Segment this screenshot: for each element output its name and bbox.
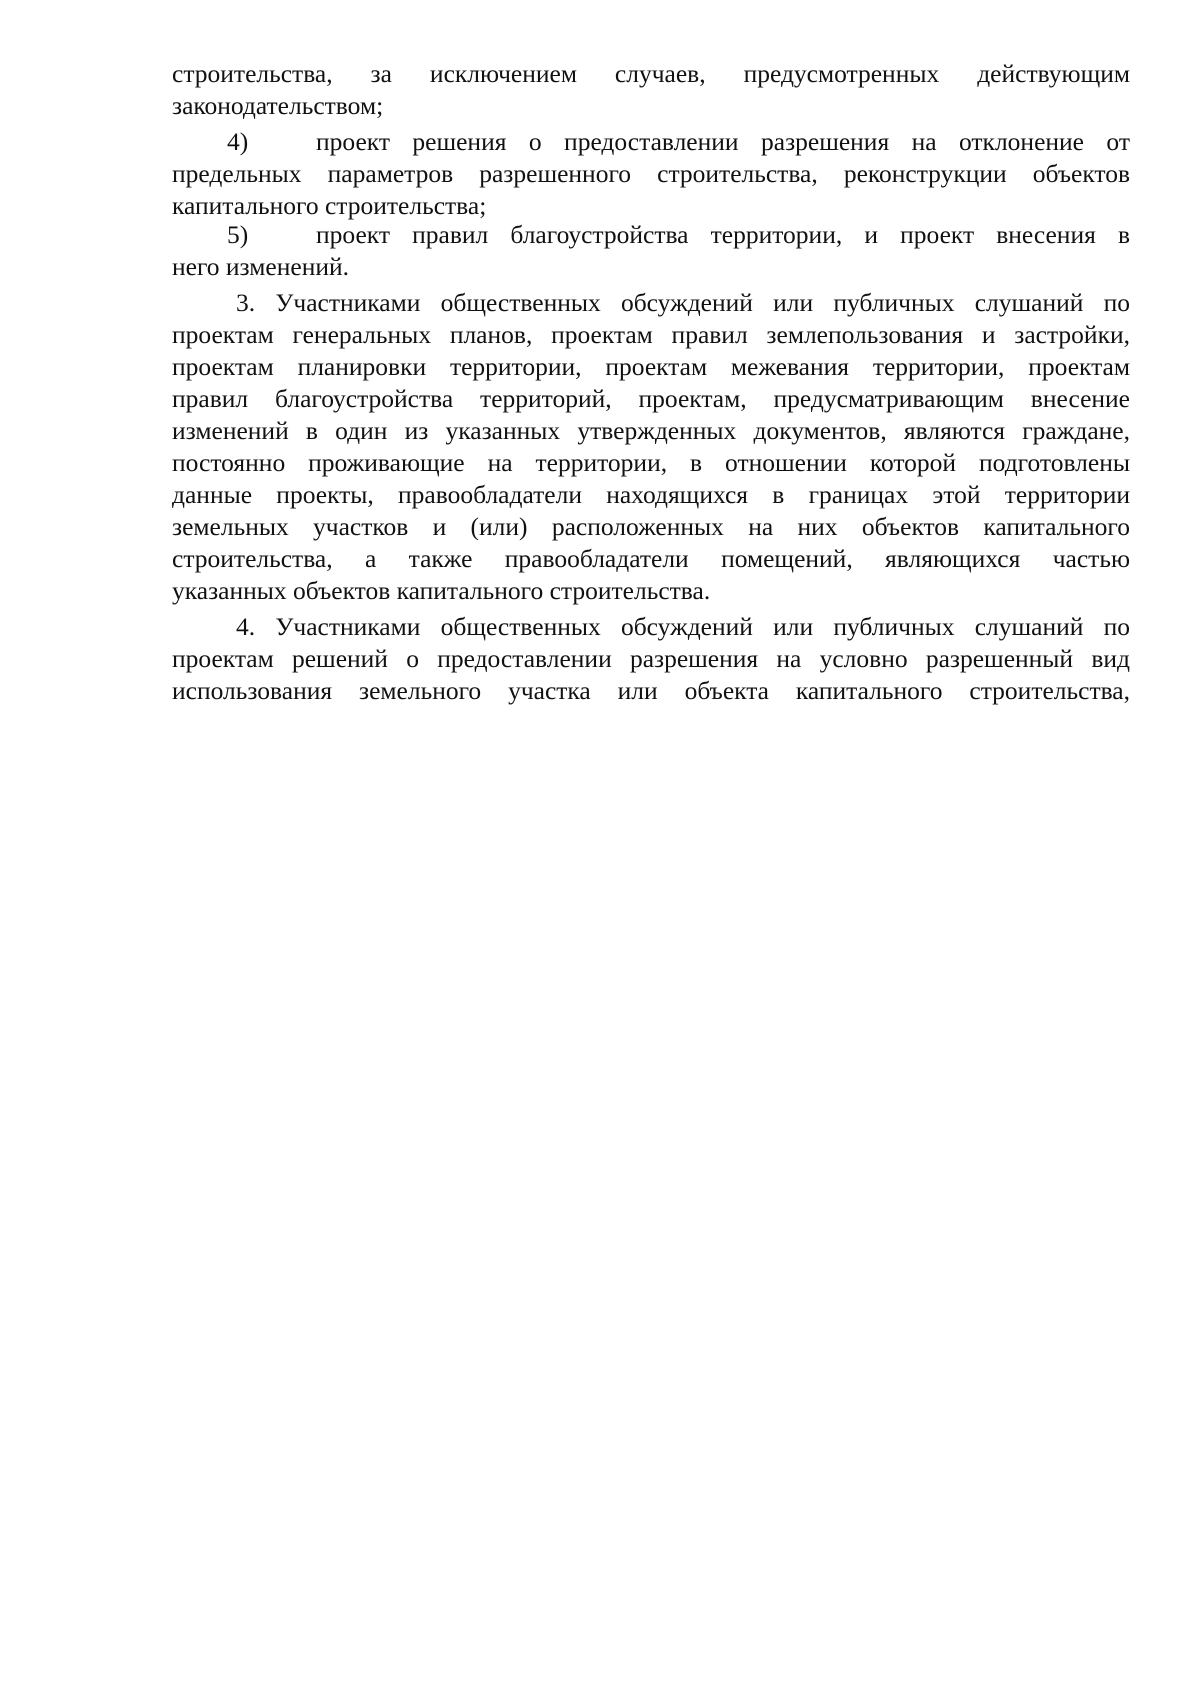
text-line: земельных участков и (или) расположенных на них объектов капитального [172, 512, 1130, 541]
text-line: законодательством; [172, 91, 384, 120]
text-line: правил благоустройства территорий, проектам, предусматривающим внесение [172, 384, 1130, 413]
text-line: указанных объектов капитального строительства. [172, 576, 711, 605]
text-line: проектам планировки территории, проектам межевания территории, проектам [172, 352, 1130, 381]
text-line: изменений в один из указанных утвержденных документов, являются граждане, [172, 416, 1130, 445]
text-line: строительства, за исключением случаев, предусмотренных действующим [172, 59, 1130, 88]
text-line: проектам решений о предоставлении разрешения на условно разрешенный вид [172, 644, 1130, 673]
text-line: него изменений. [172, 252, 350, 281]
text-line: проект правил благоустройства территории, и проект внесения в [316, 220, 1130, 249]
text-line: 4. Участниками общественных обсуждений или публичных слушаний по [236, 612, 1130, 641]
list-item-number: 5) [227, 220, 249, 249]
text-line: использования земельного участка или объекта капитального строительства, [172, 676, 1130, 705]
list-item-number: 4) [227, 127, 249, 156]
text-line: строительства, а также правообладатели помещений, являющихся частью [172, 544, 1130, 573]
text-line: проектам генеральных планов, проектам правил землепользования и застройки, [172, 320, 1130, 349]
text-line: капитального строительства; [172, 191, 487, 220]
text-line: данные проекты, правообладатели находящихся в границах этой территории [172, 480, 1130, 509]
text-line: 3. Участниками общественных обсуждений или публичных слушаний по [236, 288, 1130, 317]
text-line: постоянно проживающие на территории, в отношении которой подготовлены [172, 448, 1130, 477]
text-line: предельных параметров разрешенного строительства, реконструкции объектов [172, 159, 1130, 188]
text-line: проект решения о предоставлении разрешения на отклонение от [316, 127, 1130, 156]
